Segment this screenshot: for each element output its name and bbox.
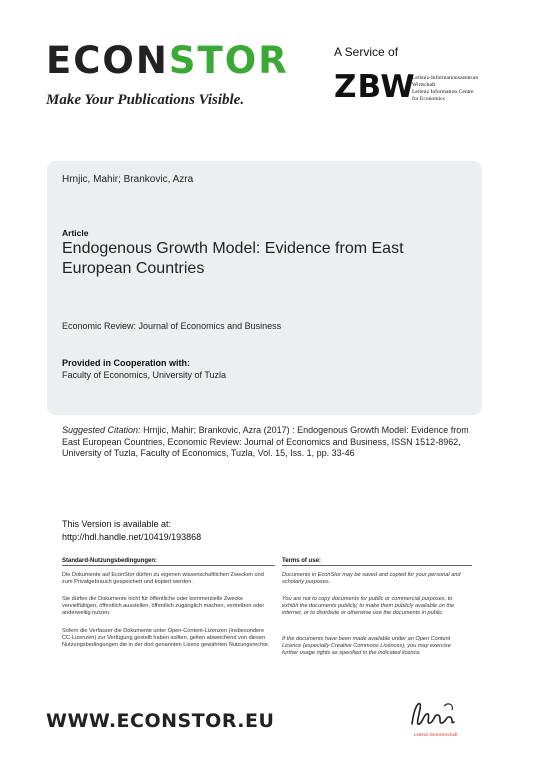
- leibniz-signature-logo: [404, 696, 464, 741]
- terms-de-paragraph: Sofern die Verfasser die Dokumente unter Open-Content-Lizenzen (insbesondere CC-Lizenzen) zur Verfügung gestellt haben sollten, gelten abweichend von diesen Nutzungsbedingungen die in der dort genannten Lizenz gewährten Nutzungsrechte.: [62, 628, 270, 649]
- terms-en-paragraph: Documents in EconStor may be saved and copied for your personal and scholarly purposes.: [282, 572, 461, 586]
- terms-de-paragraph: Sie dürfen die Dokumente nicht für öffentliche oder kommerzielle Zwecke vervielfältigen, öffentlich ausstellen, öffentlich zugänglich machen, vertreiben oder anderweitig nutzen.: [62, 596, 265, 617]
- availability: [62, 518, 201, 544]
- zbw-line: for Economics: [412, 96, 445, 102]
- econstor-logo: [46, 39, 289, 82]
- suggested-citation: [62, 425, 472, 460]
- zbw-logo: ZBW: [334, 69, 416, 105]
- tagline: Make Your Publications Visible.: [46, 92, 245, 108]
- terms-en-paragraph: If the documents have been made available under an Open Content Licence (especially Creative Commons Licences), you may exercise further usage rights as specified in the indicated licence.: [282, 636, 451, 657]
- terms-en-paragraph: You are not to copy documents for public or commercial purposes, to exhibit the documents publicly, to make them publicly available on the internet, or to distribute or otherwise use the documents in public.: [282, 596, 455, 617]
- website-link[interactable]: WWW.ECONSTOR.EU: [46, 710, 275, 732]
- terms-en-divider: [282, 565, 472, 566]
- citation-label: Suggested Citation:: [62, 425, 141, 435]
- leibniz-signature-icon: [404, 696, 464, 736]
- authors: Hrnjic, Mahir; Brankovic, Azra: [62, 174, 194, 185]
- zbw-line: Leibniz-Informationszentrum: [412, 75, 479, 81]
- cooperation-institution: Faculty of Economics, University of Tuzla: [62, 370, 227, 380]
- document-title: Endogenous Growth Model: Evidence from East European Countries: [62, 240, 404, 277]
- handle-link[interactable]: http://hdl.handle.net/10419/193868: [62, 532, 202, 542]
- terms-en-heading: Terms of use:: [282, 558, 321, 564]
- zbw-line: Leibniz Information Centre: [412, 89, 474, 95]
- terms-de-divider: [62, 565, 275, 566]
- logo-part-stor: STOR: [168, 39, 289, 82]
- document-type: Article: [62, 228, 89, 238]
- availability-label: This Version is available at:: [62, 519, 172, 529]
- terms-de-heading: Standard-Nutzungsbedingungen:: [62, 558, 157, 564]
- logo-part-econ: ECON: [46, 39, 169, 82]
- journal-name: Economic Review: Journal of Economics and Business: [62, 321, 282, 331]
- citation-text: Hrnjic, Mahir; Brankovic, Azra (2017) : Endogenous Growth Model: Evidence from East European Countries, Economic Review: Journal of Economics and Business, ISSN 1512-8962, University of Tuzla, Faculty of Economics, Tuzla, Vol. 15, Iss. 1, pp. 33-46: [62, 425, 469, 458]
- service-label: A Service of: [334, 45, 399, 59]
- zbw-institution-text: [412, 75, 478, 103]
- cooperation-heading: Provided in Cooperation with:: [62, 358, 190, 368]
- zbw-line: Wirtschaft: [412, 82, 436, 88]
- terms-de-paragraph: Die Dokumente auf EconStor dürfen zu eigenen wissenschaftlichen Zwecken und zum Privatgebrauch gespeichert und kopiert werden.: [62, 572, 264, 586]
- leibniz-caption: Leibniz-Gemeinschaft: [414, 732, 458, 737]
